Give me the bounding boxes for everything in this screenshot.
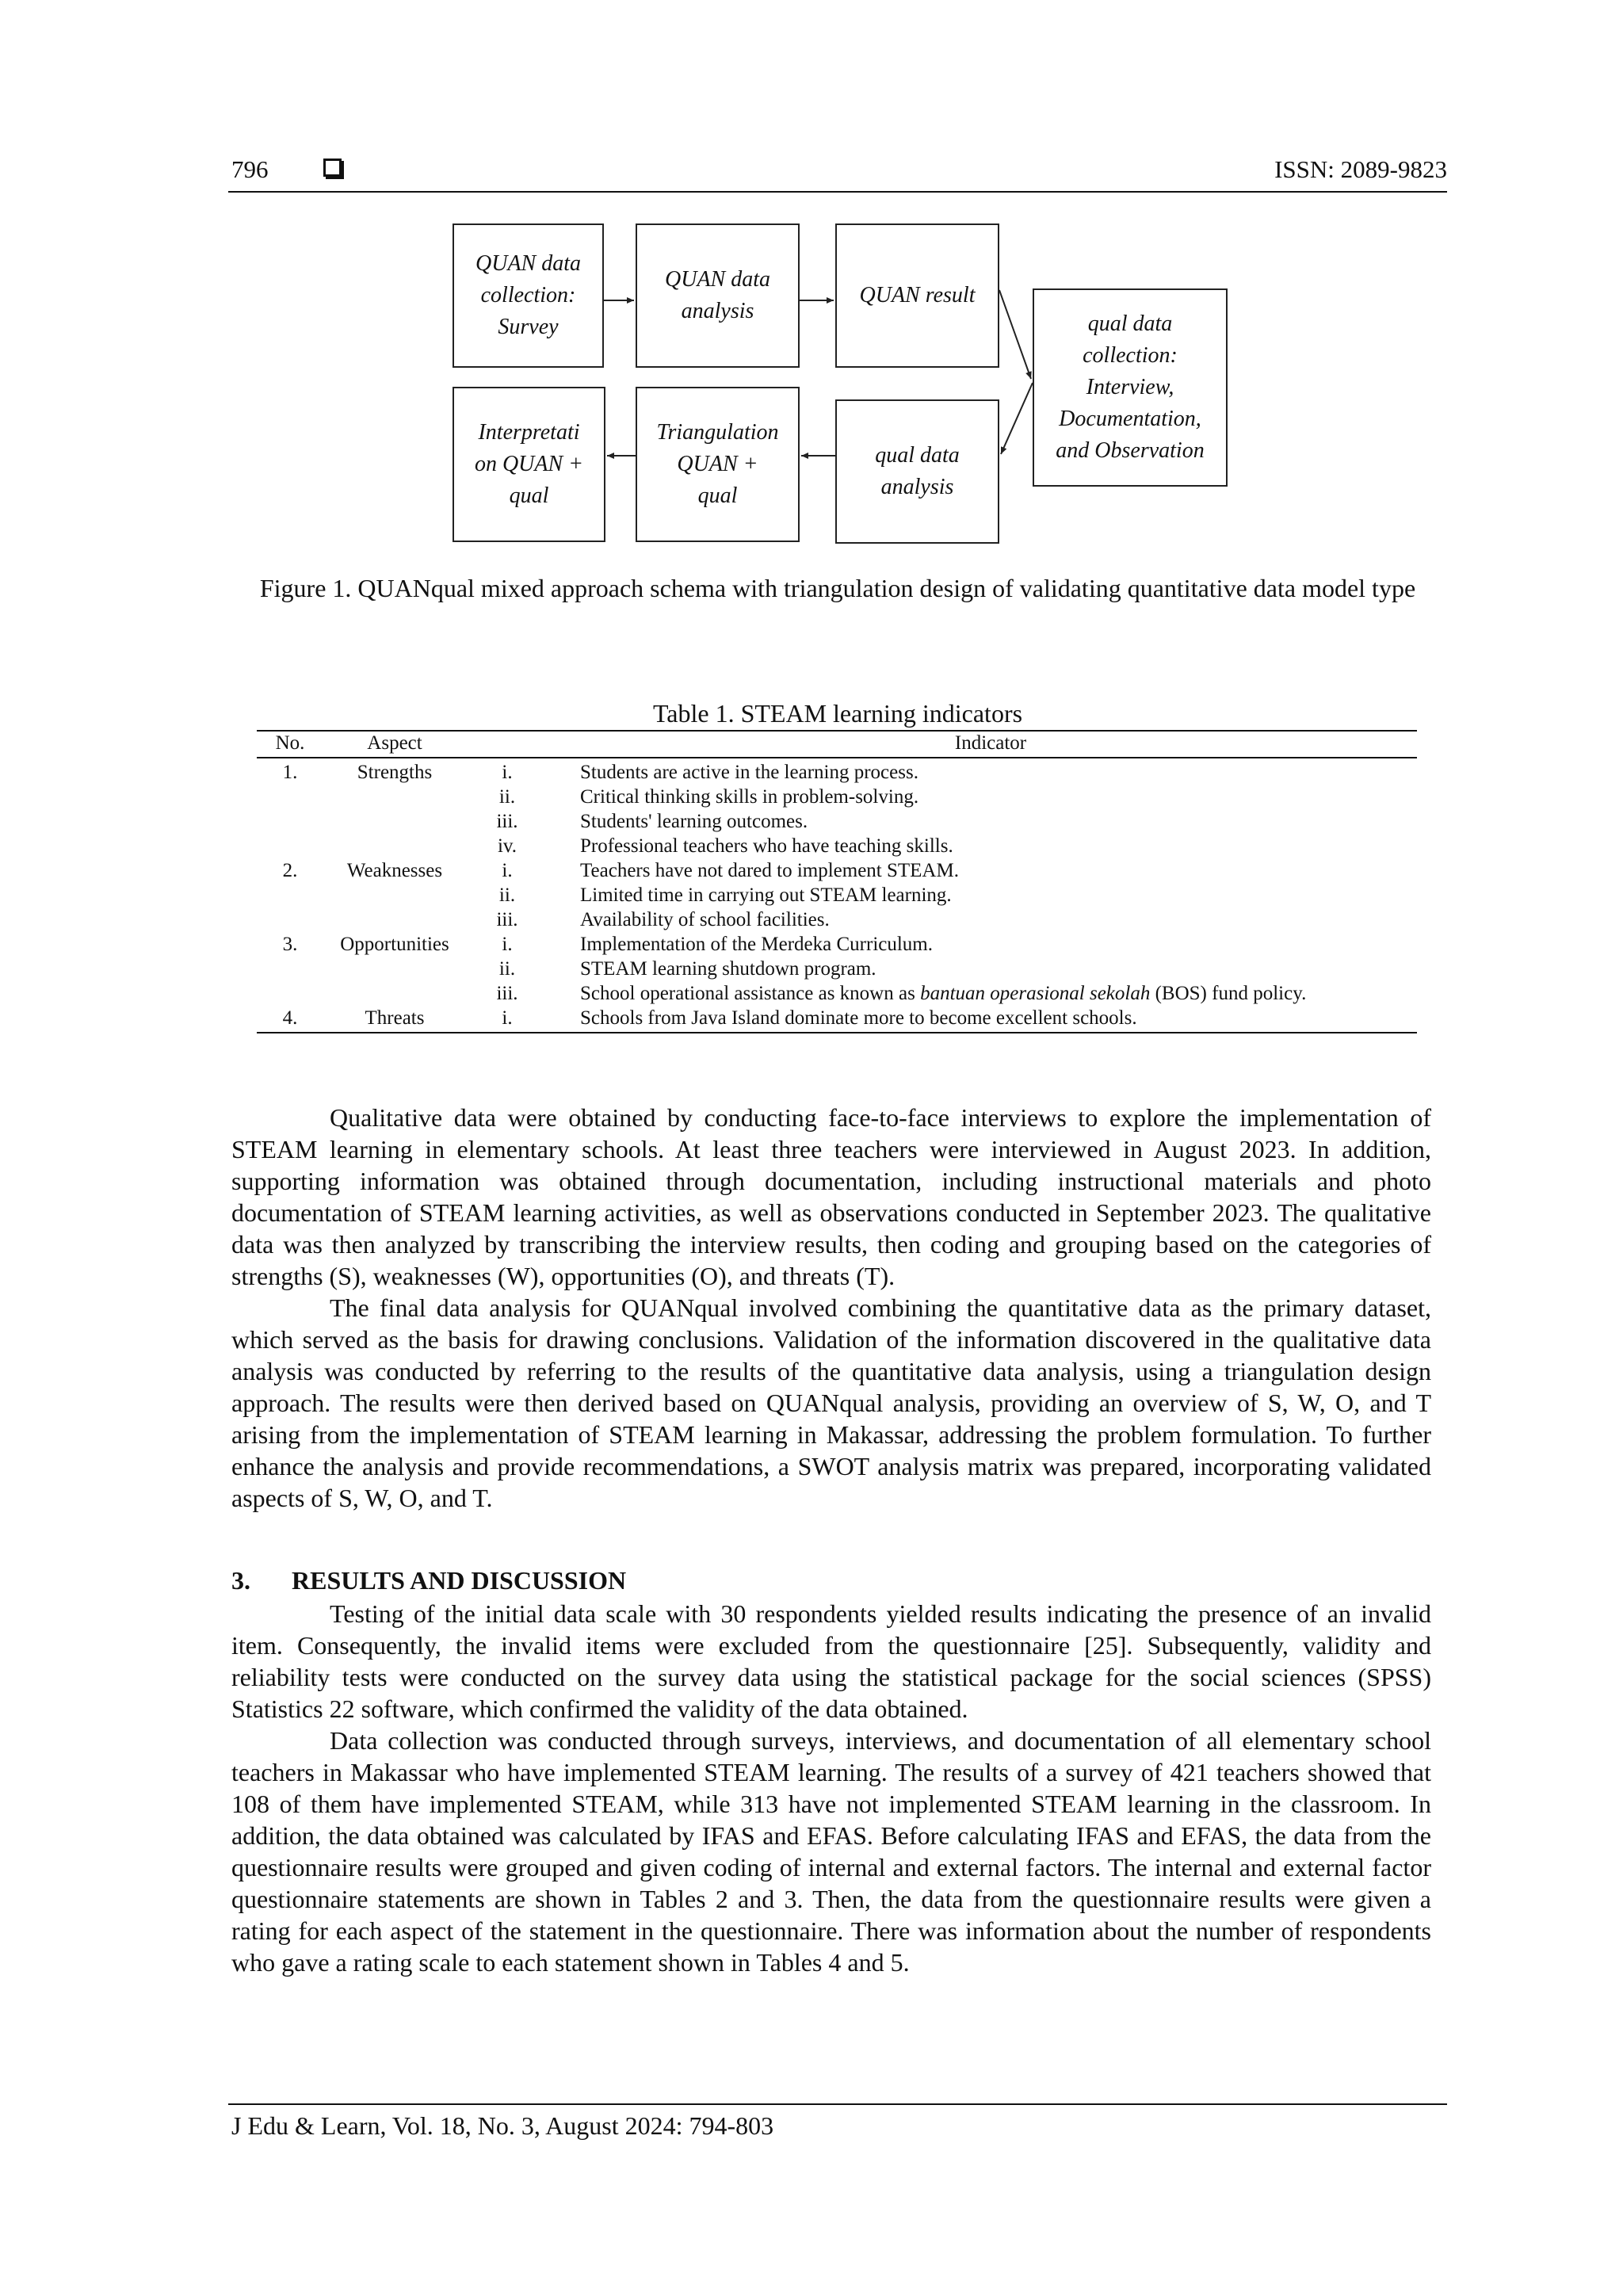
table-cell-aspect: Strengths [357, 762, 433, 783]
paragraph: The final data analysis for QUANqual involved combining the quantitative data as the primary dataset, which served as the basis for drawing conclusions. Validation of the information discovered in the qualitative data analysis was conducted by referring to the results of the quantitative data analysis, using a triangulation design approach. The results were then derived based on QUANqual analysis, providing an overview of S, W, O, and T arising from the implementation of STEAM learning in Makassar, addressing the problem formulation. To further enhance the analysis and provide recommendations, a SWOT analysis matrix was prepared, incorporating validated aspects of S, W, O, and T. [231, 1293, 1431, 1512]
table-cell-numeral: ii. [498, 958, 516, 980]
table-cell-no: 3. [282, 934, 298, 955]
footer-citation: J Edu & Learn, Vol. 18, No. 3, August 2024: 794-803 [231, 2111, 774, 2140]
paragraph: Data collection was conducted through surveys, interviews, and documentation of all elementary school teachers in Makassar who have implemented STEAM learning. The results of a survey of 421 teachers showed that 108 of them have implemented STEAM, while 313 have not implemented STEAM learning in the classroom. In addition, the data obtained was calculated by IFAS and EFAS. Before calculating IFAS and EFAS, the data from the questionnaire results were grouped and given coding of internal and external factors. The internal and external factor questionnaire statements are shown in Tables 2 and 3. Then, the data from the questionnaire results were given a rating for each aspect of the statement in the questionnaire. There was information about the number of respondents who gave a rating scale to each statement shown in Tables 4 and 5. [231, 1726, 1431, 1977]
table-cell-indicator: School operational assistance as known as bantuan operasional sekolah (BOS) fund policy. [580, 983, 1307, 1004]
table-cell-no: 1. [282, 762, 298, 783]
box-triangulation: Triangulation QUAN + qual [636, 387, 800, 542]
table-cell-indicator: Schools from Java Island dominate more to become excellent schools. [580, 1007, 1137, 1029]
table-cell-numeral: iv. [497, 835, 517, 857]
method-paragraphs [231, 1102, 1431, 1514]
table-cell-aspect: Threats [365, 1007, 425, 1029]
square-bullet-icon [323, 159, 342, 177]
page-number: 796 [231, 155, 269, 183]
table-header-rule [257, 757, 1417, 758]
table-cell-numeral: i. [502, 934, 513, 955]
box-qual-data-analysis: qual data analysis [835, 399, 999, 544]
results-paragraphs [231, 1598, 1431, 1978]
box-quan-result: QUAN result [835, 223, 999, 368]
table-header-indicator: Indicator [954, 732, 1027, 754]
table-cell-indicator: Critical thinking skills in problem-solving. [580, 786, 919, 808]
header-rule [228, 191, 1447, 193]
table-cell-numeral: ii. [498, 884, 516, 906]
table-cell-no: 4. [282, 1007, 298, 1029]
table-cell-no: 2. [282, 860, 298, 881]
table-title: Table 1. STEAM learning indicators [652, 699, 1023, 728]
table-cell-numeral: i. [502, 860, 513, 881]
figure-caption: Figure 1. QUANqual mixed approach schema with triangulation design of validating quantitative data model type [259, 574, 1416, 602]
arrow-result-to-qual-collection [999, 290, 1031, 379]
table-cell-indicator: Teachers have not dared to implement STEAM. [580, 860, 959, 881]
box-quan-data-collection: QUAN data collection: Survey [453, 223, 604, 368]
table-cell-numeral: iii. [496, 983, 518, 1004]
table-cell-numeral: ii. [498, 786, 516, 808]
paragraph: Testing of the initial data scale with 30 respondents yielded results indicating the presence of an invalid item. Consequently, the invalid items were excluded from the questionnaire [25]. Subsequently, validity and reliability tests were conducted on the survey data using the statistical package for the social sciences (SPSS) Statistics 22 software, which confirmed the validity of the data obtained. [231, 1599, 1431, 1723]
table-header-no: No. [275, 732, 305, 754]
table-bottom-rule [257, 1032, 1417, 1033]
table-cell-numeral: iii. [496, 909, 518, 930]
table-cell-indicator: STEAM learning shutdown program. [580, 958, 876, 980]
table-cell-indicator: Students' learning outcomes. [580, 811, 808, 832]
box-qual-data-collection: qual data collection: Interview, Documentation, and Observation [1033, 288, 1228, 487]
table-cell-indicator: Limited time in carrying out STEAM learning. [580, 884, 952, 906]
table-cell-indicator: Availability of school facilities. [580, 909, 830, 930]
footer-rule [228, 2103, 1447, 2105]
table-cell-aspect: Opportunities [340, 934, 449, 955]
table-cell-aspect: Weaknesses [346, 860, 443, 881]
section-heading: 3. RESULTS AND DISCUSSION [231, 1566, 627, 1595]
arrow-qual-collection-to-qual-analysis [1001, 383, 1033, 454]
table-cell-indicator: Students are active in the learning process. [580, 762, 918, 783]
table-top-rule [257, 730, 1417, 732]
table-header-aspect: Aspect [367, 732, 422, 754]
table-cell-numeral: iii. [496, 811, 518, 832]
table-cell-numeral: i. [502, 762, 513, 783]
table-cell-numeral: i. [502, 1007, 513, 1029]
table-cell-indicator: Professional teachers who have teaching skills. [580, 835, 953, 857]
table-cell-indicator: Implementation of the Merdeka Curriculum. [580, 934, 934, 955]
box-quan-data-analysis: QUAN data analysis [636, 223, 800, 368]
paragraph: Qualitative data were obtained by conducting face-to-face interviews to explore the implementation of STEAM learning in elementary schools. At least three teachers were interviewed in August 2023. In addition, supporting information was obtained through documentation, including instructional materials and photo documentation of STEAM learning activities, as well as observations conducted in September 2023. The qualitative data was then analyzed by transcribing the interview results, then coding and grouping based on the categories of strengths (S), weaknesses (W), opportunities (O), and threats (T). [231, 1103, 1431, 1290]
issn: ISSN: 2089-9823 [1274, 155, 1447, 183]
box-interpretation: Interpretati on QUAN + qual [453, 387, 605, 542]
